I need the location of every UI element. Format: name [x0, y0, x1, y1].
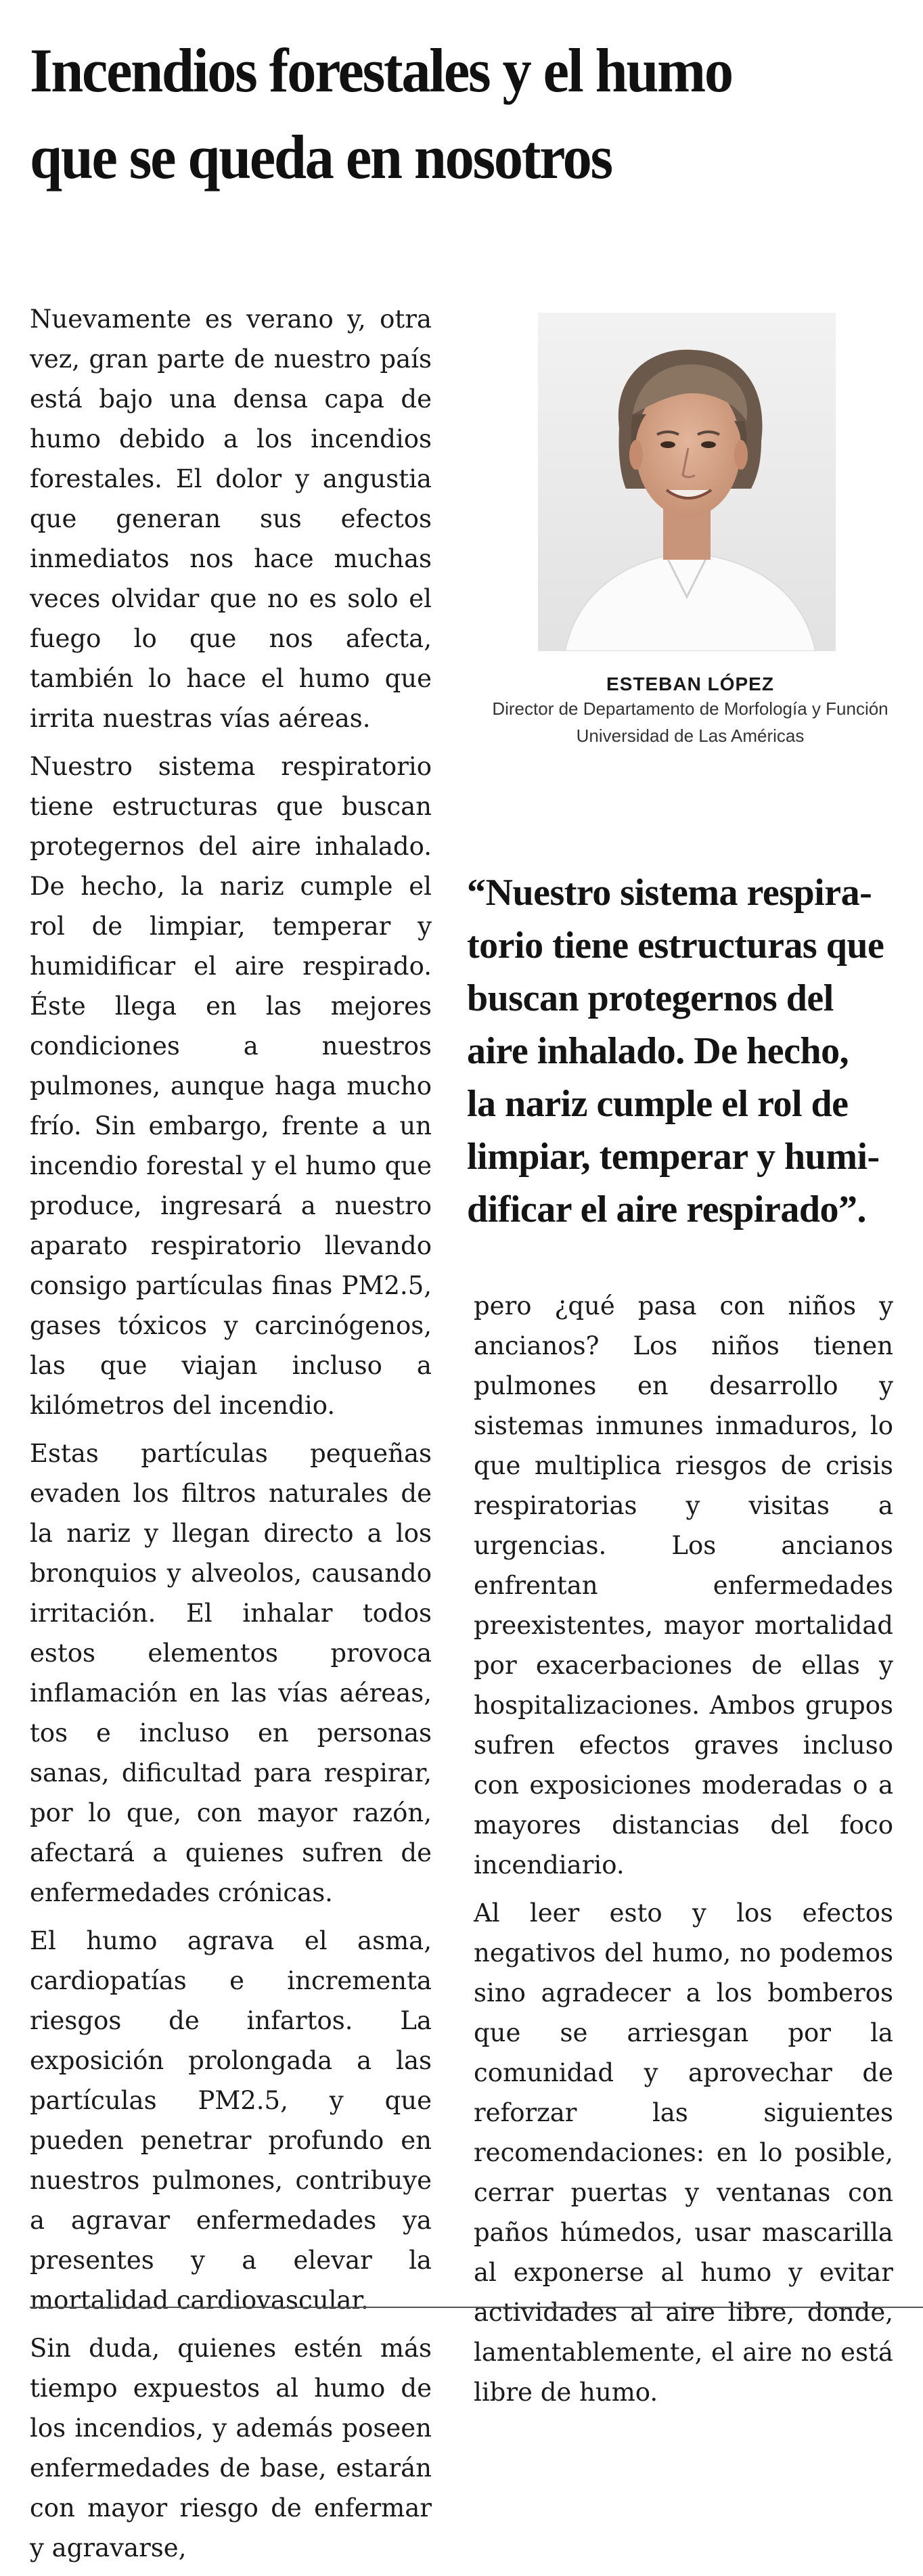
pull-quote-line: la nariz cumple el rol de — [467, 1083, 849, 1125]
author-byline — [474, 671, 907, 747]
body-column-right — [474, 1286, 893, 2420]
pull-quote-line: limpiar, temperar y humi- — [467, 1136, 880, 1178]
headline-line-1: Incendios forestales y el humo — [30, 36, 732, 105]
pull-quote-line: aire inhalado. De hecho, — [467, 1030, 849, 1072]
author-portrait-icon — [538, 313, 836, 651]
author-name: ESTEBAN LÓPEZ — [606, 673, 774, 694]
body-paragraph: pero ¿qué pasa con niños y ancianos? Los niños tienen pulmones en desarrollo y sistemas inmunes inmaduros, lo que multiplica riesgos de crisis respiratorias y visitas a urgencias. Los ancianos enfrentan enfermedades preexistentes, mayor mortalidad por exacerbaciones de ellas y hospitalizaciones. Ambos grupos sufren efectos graves incluso con exposiciones moderadas o a mayores distancias del foco incendiario. — [474, 1291, 893, 1880]
body-paragraph: Nuestro sistema respiratorio tiene estructuras que buscan protegernos del aire inhalado. De hecho, la nariz cumple el rol de limpiar, temperar y humidificar el aire respirado. Éste llega en las mejores condiciones a nuestros pulmones, aunque haga mucho frío. Sin embargo, frente a un incendio forestal y el humo que produce, ingresará a nuestro aparato respiratorio llevando consigo partículas finas PM2.5, gases tóxicos y carcinógenos, las que viajan incluso a kilómetros del incendio. — [30, 752, 432, 1420]
body-column-left — [30, 299, 432, 2576]
footer-divider — [30, 2307, 923, 2308]
pull-quote-line: “Nuestro sistema respira- — [467, 872, 872, 914]
pull-quote-line: dificar el aire respirado”. — [467, 1189, 866, 1230]
headline-line-2: que se queda en nosotros — [30, 123, 612, 192]
pull-quote-line: torio tiene estructuras que — [467, 925, 884, 967]
body-paragraph: Nuevamente es verano y, otra vez, gran parte de nuestro país está bajo una densa capa de humo debido a los incendios forestales. El dolor y angustia que generan sus efectos inmediatos nos hace muchas veces olvidar que no es solo el fuego lo que nos afecta, también lo hace el humo que irrita nuestras vías aéreas. — [30, 305, 432, 733]
body-paragraph: El humo agrava el asma, cardiopatías e incrementa riesgos de infartos. La exposición prolongada a las partículas PM2.5, y que pueden penetrar profundo en nuestros pulmones, contribuye a agravar enfermedades ya presentes y a elevar la mortalidad cardiovascular. — [30, 1926, 432, 2315]
article-headline — [30, 27, 851, 200]
author-role: Director de Departamento de Morfología y Función — [492, 698, 888, 719]
body-paragraph: Al leer esto y los efectos negativos del humo, no podemos sino agradecer a los bomberos que se arriesgan por la comunidad y aprovechar de reforzar las siguientes recomendaciones: en lo posible, cerrar puertas y ventanas con paños húmedos, usar mascarilla al exponerse al humo y evitar actividades al aire libre, donde, lamentablemente, el aire no está libre de humo. — [474, 1898, 893, 2407]
body-paragraph: Estas partículas pequeñas evaden los filtros naturales de la nariz y llegan directo a los bronquios y alveolos, causando irritación. El inhalar todos estos elementos provoca inflamación en las vías aéreas, tos e incluso en personas sanas, dificultad para respirar, por lo que, con mayor razón, afectará a quienes sufren de enfermedades crónicas. — [30, 1439, 432, 1907]
author-photo — [538, 313, 836, 651]
author-institution: Universidad de Las Américas — [576, 726, 805, 746]
pull-quote — [467, 866, 900, 1236]
pull-quote-line: buscan protegernos del — [467, 977, 834, 1019]
body-paragraph: Sin duda, quienes estén más tiempo expuestos al humo de los incendios, y además poseen enfermedades de base, estarán con mayor riesgo de enfermar y agravarse, — [30, 2334, 432, 2562]
